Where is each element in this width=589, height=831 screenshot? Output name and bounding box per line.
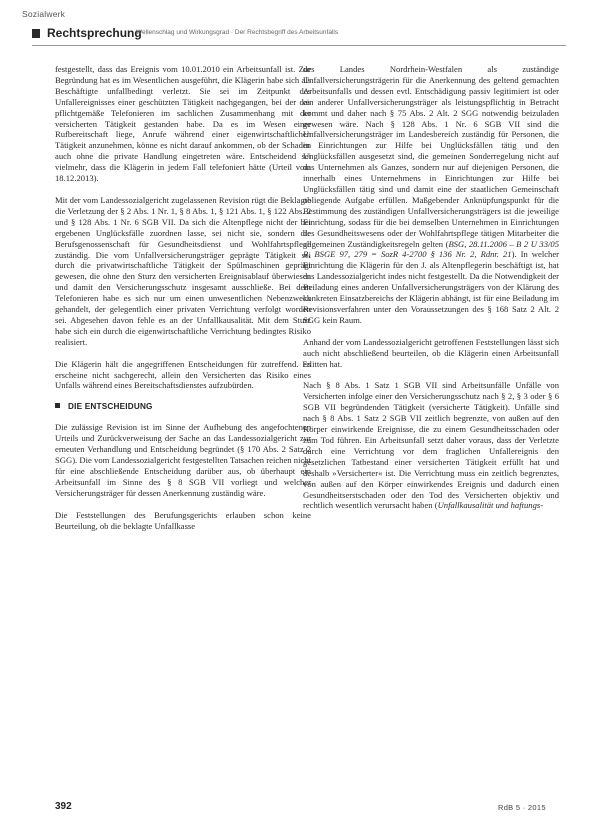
- section-heading: [55, 402, 311, 413]
- paragraph: Anhand der vom Landessozialgericht getroffenen Feststellungen lässt sich auch nicht abschließend beurteilen, ob die Klägerin einen Arbeitsunfall erlitten hat.: [303, 336, 559, 369]
- paragraph: Die Klägerin hält die angegriffenen Entscheidungen für zutreffend. Es erscheine nicht sachgerecht, allein den Versicherten das Risiko eines Unfalls während eines Bereitschaftsdienstes aufzubürden.: [55, 358, 311, 391]
- case-citation: BSG, 28.11.2006 – B 2 U 33/05 R, BSGE 97, 279 = SozR 4-2700 § 136 Nr. 2, Rdnr. 21: [303, 238, 560, 260]
- left-column: [55, 64, 311, 542]
- header-subtitle: Wellenschlag und Wirkungsgrad · Der Rechtsbegriff des Arbeitsunfalls: [136, 29, 339, 36]
- paragraph: festgestellt, dass das Ereignis vom 10.01.2010 ein Arbeitsunfall ist. Zur Begründung hat es im Wesentlichen ausgeführt, die Klägerin habe sich als Beschäftigte unfallbedingt verletzt. Sie sei im Zeitpunkt des Unfallereignisses einer geschützten Tätigkeit nachgegangen, bei der das pflichtgemäße Telefonieren im sachlichen Zusammenhang mit der versicherten Tätigkeit gestanden habe. Da es im Wesen einer Rufbereitschaft liege, Anrufe während einer eigenwirtschaftlichen Tätigkeit anzunehmen, könne es nicht darauf ankommen, ob der Schaden auch ohne die private Handlung eingetreten wäre. Entscheidend sei vielmehr, dass die Klägerin in jedem Fall telefoniert hätte (Urteil vom 18.12.2013).: [55, 64, 311, 184]
- paragraph: Mit der vom Landessozialgericht zugelassenen Revision rügt die Beklagte die Verletzung der § 2 Abs. 1 Nr. 1, § 8 Abs. 1, § 121 Abs. 1, § 122 Abs. 2 und § 128 Abs. 1 Nr. 6 SGB VII. Da sich die Altenpflege nicht der bei ergebenen Unglücksfälle zuordnen lasse, sei nicht sie, sondern die Berufsgenossenschaft für Gesundheitsdienst und Wohlfahrtspflege zuständig. Die vom Unfallversicherungsträger geprägte Tätigkeit sei durch die privatwirtschaftliche Tätigkeit der Spülmaschinen geprägt gewesen, die ohne den Sturz den versicherten Ereignisablauf überwiesen und damit den Versicherungsschutz insgesamt ausschließe. Bei dem Telefonieren habe es sich nur um einen unwesentlichen Nebenzweck gehandelt, der gelegentlich einer privaten Verrichtung verfolgt worden sei. Abgesehen davon fehle es an der Unfallkausalität. Mit dem Sturz habe sich ein durch die eigenwirtschaftliche Verrichtung bedingtes Risiko realisiert.: [55, 194, 311, 347]
- paragraph-text: Nach § 8 Abs. 1 Satz 1 SGB VII sind Arbeitsunfälle Unfälle von Versicherten infolge einer den Versicherungsschutz nach § 2, § 3 oder § 6 SGB VII begründenden Tätigkeit (versicherte Tätigkeit). Unfälle sind nach § 8 Abs. 1 Satz 2 SGB VII zeitlich begrenzte, von außen auf den Körper einwirkende Ereignisse, die zu einem Gesundheitsschaden oder zum Tod führen. Ein Arbeitsunfall setzt daher voraus, dass der Verletzte durch eine Verrichtung vor dem fraglichen Unfallereignis den gesetzlichen Tatbestand einer versicherten Tätigkeit erfüllt hat und deshalb »Versicherter« ist. Die Verrichtung muss ein zeitlich begrenztes, von außen auf den Körper einwirkendes Ereignis und dadurch einen Gesundheitserstschaden oder den Tod des Versicherten objektiv und rechtlich wesentlich verursacht haben (: [303, 380, 559, 511]
- running-header: [0, 26, 589, 42]
- section-title: Rechtsprechung: [47, 26, 142, 40]
- header-divider: [32, 45, 566, 46]
- right-column: [303, 64, 559, 522]
- paragraph: [303, 64, 559, 326]
- section-marker-icon: [32, 29, 40, 38]
- page-number: 392: [55, 801, 72, 812]
- square-bullet-icon: [55, 403, 60, 408]
- site-label: Sozialwerk: [22, 9, 66, 19]
- paragraph: [303, 380, 559, 511]
- paragraph-text: ). In welcher Einrichtung die Klägerin für den J. als Altenpflegerin beschäftigt ist, hat das Landessozialgericht indes nicht festgestellt. Da die Notwendigkeit der Beiladung eines anderen Unfallversicherungsträgers von der Klärung des konkreten Einsatzbereichs der Klägerin abhängt, ist für eine Beiladung im Revisionsverfahren unter den Voraussetzungen des § 168 Satz 2 Alt. 2 SGG kein Raum.: [303, 249, 559, 325]
- paragraph-text: des Landes Nordrhein-Westfalen als zuständige Unfallversicherungsträgerin für die Anerkennung des geltend gemachten Arbeitsunfalls und dessen evtl. Entschädigung passiv legitimiert ist oder ein anderer Unfallversicherungsträger als leistungspflichtig in Betracht kommt und daher nach § 75 Abs. 2 Alt. 2 SGG notwendig beizuladen gewesen wäre. Nach § 128 Abs. 1 Nr. 6 SGB VII sind die Unfallversicherungsträger im Landesbereich zuständig für Personen, die in Einrichtungen zur Hilfe bei Unglücksfällen tätig und den Unglücksfällen ausgesetzt sind, die gemeinen Sonderregelung nicht auf das Unternehmen als Ganzes, sondern nur auf diejenigen Personen, die innerhalb eines Unternehmens in Einrichtungen zur Hilfe bei Unglücksfällen tätig sind und damit eine der staatlichen Gemeinschaft obliegende Aufgabe erfüllen. Maßgebender Anknüpfungspunkt für die Bestimmung des zuständigen Unfallversicherungsträgers ist die jeweilige Einrichtung, sodass für die bei demselben Unternehmen in Einrichtungen des Gesundheitswesens oder der Wohlfahrtspflege tätigen Mitarbeiter die allgemeinen Zuständigkeitsregeln gelten (: [303, 64, 559, 249]
- issue-label: RdB 5 · 2015: [498, 803, 546, 812]
- paragraph: Die zulässige Revision ist im Sinne der Aufhebung des angefochtenen Urteils und Zurückverweisung der Sache an das Landessozialgericht zur erneuten Verhandlung und Entscheidung begründet (§ 170 Abs. 2 Satz 2 SGG). Die vom Landessozialgericht festgestellten Tatsachen reichen nicht für eine abschließende Entscheidung darüber aus, ob überhaupt ein Arbeitsunfall im Sinne des § 8 SGB VII vorliegt und welcher Versicherungsträger für dessen Anerkennung zuständig wäre.: [55, 422, 311, 498]
- section-heading-label: DIE ENTSCHEIDUNG: [68, 402, 153, 412]
- paragraph: Die Feststellungen des Berufungsgerichts erlauben schon keine Beurteilung, ob die beklagte Unfallkasse: [55, 509, 311, 531]
- italic-term: Unfallkausalität und haftungs-: [437, 500, 544, 511]
